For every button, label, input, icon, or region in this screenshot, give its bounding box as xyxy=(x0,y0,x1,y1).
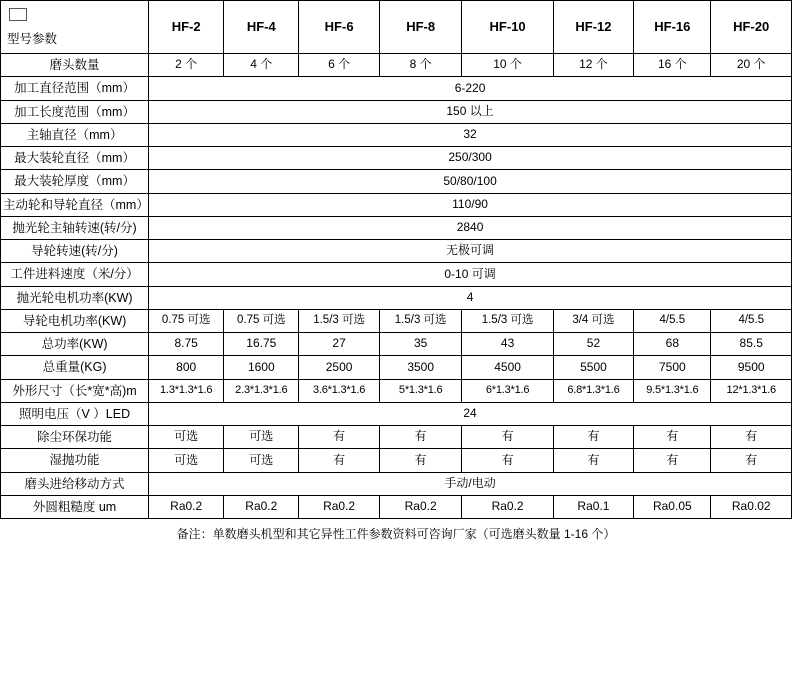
table-row xyxy=(1,170,792,193)
row-value-hf-2: 可选 xyxy=(149,449,224,472)
model-header-hf-12: HF-12 xyxy=(553,1,633,54)
table-body xyxy=(1,1,792,519)
row-label: 磨头数量 xyxy=(1,54,149,77)
corner-label: 型号参数 xyxy=(7,31,58,46)
row-value-hf-12: 52 xyxy=(553,333,633,356)
row-value-hf-10: 有 xyxy=(462,449,553,472)
row-value-hf-20: 20 个 xyxy=(711,54,792,77)
row-value-merged: 24 xyxy=(149,402,792,425)
row-label: 总重量(KG) xyxy=(1,356,149,379)
row-value-hf-4: 0.75 可选 xyxy=(224,309,299,332)
row-value-merged: 50/80/100 xyxy=(149,170,792,193)
model-header-hf-16: HF-16 xyxy=(634,1,711,54)
row-value-hf-10: 有 xyxy=(462,426,553,449)
row-value-hf-8: 35 xyxy=(379,333,462,356)
row-label: 除尘环保功能 xyxy=(1,426,149,449)
table-row xyxy=(1,240,792,263)
row-value-hf-12: 12 个 xyxy=(553,54,633,77)
row-value-hf-20: 有 xyxy=(711,449,792,472)
row-value-hf-10: 1.5/3 可选 xyxy=(462,309,553,332)
row-value-hf-16: 有 xyxy=(634,426,711,449)
row-value-hf-4: 可选 xyxy=(224,449,299,472)
table-row xyxy=(1,193,792,216)
table-row xyxy=(1,379,792,402)
table-row xyxy=(1,472,792,495)
row-value-hf-6: 有 xyxy=(299,449,379,472)
row-value-hf-6: 3.6*1.3*1.6 xyxy=(299,379,379,402)
model-header-hf-6: HF-6 xyxy=(299,1,379,54)
row-value-hf-20: 9500 xyxy=(711,356,792,379)
row-value-hf-2: Ra0.2 xyxy=(149,495,224,518)
row-value-hf-16: 7500 xyxy=(634,356,711,379)
row-value-hf-6: 1.5/3 可选 xyxy=(299,309,379,332)
row-value-hf-8: 1.5/3 可选 xyxy=(379,309,462,332)
row-value-hf-2: 8.75 xyxy=(149,333,224,356)
row-label: 主动轮和导轮直径（mm） xyxy=(1,193,149,216)
row-value-hf-6: 有 xyxy=(299,426,379,449)
row-value-merged: 32 xyxy=(149,123,792,146)
row-value-merged: 0-10 可调 xyxy=(149,263,792,286)
table-row xyxy=(1,402,792,425)
row-value-hf-8: 3500 xyxy=(379,356,462,379)
table-footnote: 备注：单数磨头机型和其它异性工件参数资料可咨询厂家（可选磨头数量 1-16 个） xyxy=(176,527,616,541)
row-value-hf-16: 9.5*1.3*1.6 xyxy=(634,379,711,402)
row-value-hf-12: 6.8*1.3*1.6 xyxy=(553,379,633,402)
row-value-hf-4: 16.75 xyxy=(224,333,299,356)
row-label: 抛光轮主轴转速(转/分) xyxy=(1,216,149,239)
row-value-merged: 150 以上 xyxy=(149,100,792,123)
table-row xyxy=(1,263,792,286)
row-value-hf-20: 有 xyxy=(711,426,792,449)
row-value-hf-6: Ra0.2 xyxy=(299,495,379,518)
row-value-hf-2: 800 xyxy=(149,356,224,379)
row-label: 最大装轮厚度（mm） xyxy=(1,170,149,193)
corner-box-icon xyxy=(9,8,27,21)
model-header-hf-20: HF-20 xyxy=(711,1,792,54)
row-value-merged: 110/90 xyxy=(149,193,792,216)
row-label: 导轮转速(转/分) xyxy=(1,240,149,263)
row-label: 外圆粗糙度 um xyxy=(1,495,149,518)
row-value-hf-20: 4/5.5 xyxy=(711,309,792,332)
row-value-hf-6: 27 xyxy=(299,333,379,356)
table-row xyxy=(1,333,792,356)
row-label: 磨头进给移动方式 xyxy=(1,472,149,495)
row-value-hf-8: 8 个 xyxy=(379,54,462,77)
row-label: 工件进料速度（米/分） xyxy=(1,263,149,286)
table-row xyxy=(1,286,792,309)
model-header-hf-4: HF-4 xyxy=(224,1,299,54)
row-label: 加工直径范围（mm） xyxy=(1,77,149,100)
row-value-hf-6: 6 个 xyxy=(299,54,379,77)
row-value-hf-10: 10 个 xyxy=(462,54,553,77)
table-row xyxy=(1,54,792,77)
model-header-hf-10: HF-10 xyxy=(462,1,553,54)
row-label: 抛光轮电机功率(KW) xyxy=(1,286,149,309)
row-label: 外形尺寸（长*宽*高)m xyxy=(1,379,149,402)
row-value-hf-16: 16 个 xyxy=(634,54,711,77)
row-value-hf-12: Ra0.1 xyxy=(553,495,633,518)
row-value-merged: 无极可调 xyxy=(149,240,792,263)
row-value-hf-6: 2500 xyxy=(299,356,379,379)
row-value-merged: 4 xyxy=(149,286,792,309)
row-value-hf-2: 0.75 可选 xyxy=(149,309,224,332)
row-value-hf-2: 1.3*1.3*1.6 xyxy=(149,379,224,402)
row-value-hf-8: 有 xyxy=(379,426,462,449)
table-row xyxy=(1,356,792,379)
row-value-hf-4: 可选 xyxy=(224,426,299,449)
row-value-merged: 6-220 xyxy=(149,77,792,100)
row-value-hf-10: 43 xyxy=(462,333,553,356)
row-value-merged: 250/300 xyxy=(149,147,792,170)
table-row xyxy=(1,449,792,472)
row-value-hf-4: Ra0.2 xyxy=(224,495,299,518)
row-value-hf-12: 有 xyxy=(553,426,633,449)
row-value-hf-16: 有 xyxy=(634,449,711,472)
table-row xyxy=(1,100,792,123)
row-value-hf-12: 有 xyxy=(553,449,633,472)
row-value-hf-12: 3/4 可选 xyxy=(553,309,633,332)
table-row xyxy=(1,147,792,170)
table-row xyxy=(1,309,792,332)
row-value-hf-8: 5*1.3*1.6 xyxy=(379,379,462,402)
table-row xyxy=(1,216,792,239)
row-value-hf-16: Ra0.05 xyxy=(634,495,711,518)
row-value-hf-20: 12*1.3*1.6 xyxy=(711,379,792,402)
row-value-hf-20: 85.5 xyxy=(711,333,792,356)
table-row xyxy=(1,426,792,449)
row-label: 照明电压（V ）LED xyxy=(1,402,149,425)
row-value-hf-10: 4500 xyxy=(462,356,553,379)
row-label: 主轴直径（mm） xyxy=(1,123,149,146)
row-value-hf-8: Ra0.2 xyxy=(379,495,462,518)
table-header-row xyxy=(1,1,792,54)
row-value-hf-12: 5500 xyxy=(553,356,633,379)
row-value-hf-20: Ra0.02 xyxy=(711,495,792,518)
table-row xyxy=(1,123,792,146)
table-row xyxy=(1,495,792,518)
row-label: 加工长度范围（mm） xyxy=(1,100,149,123)
table-row xyxy=(1,77,792,100)
row-label: 导轮电机功率(KW) xyxy=(1,309,149,332)
model-header-hf-8: HF-8 xyxy=(379,1,462,54)
row-value-merged: 手动/电动 xyxy=(149,472,792,495)
row-value-hf-2: 可选 xyxy=(149,426,224,449)
row-value-hf-4: 2.3*1.3*1.6 xyxy=(224,379,299,402)
row-label: 湿抛功能 xyxy=(1,449,149,472)
row-value-hf-2: 2 个 xyxy=(149,54,224,77)
row-value-hf-16: 4/5.5 xyxy=(634,309,711,332)
header-corner-cell xyxy=(1,1,149,54)
row-label: 总功率(KW) xyxy=(1,333,149,356)
row-value-hf-4: 1600 xyxy=(224,356,299,379)
row-value-hf-8: 有 xyxy=(379,449,462,472)
row-value-hf-16: 68 xyxy=(634,333,711,356)
row-value-hf-10: 6*1.3*1.6 xyxy=(462,379,553,402)
row-value-hf-10: Ra0.2 xyxy=(462,495,553,518)
row-value-hf-4: 4 个 xyxy=(224,54,299,77)
row-value-merged: 2840 xyxy=(149,216,792,239)
model-header-hf-2: HF-2 xyxy=(149,1,224,54)
row-label: 最大装轮直径（mm） xyxy=(1,147,149,170)
